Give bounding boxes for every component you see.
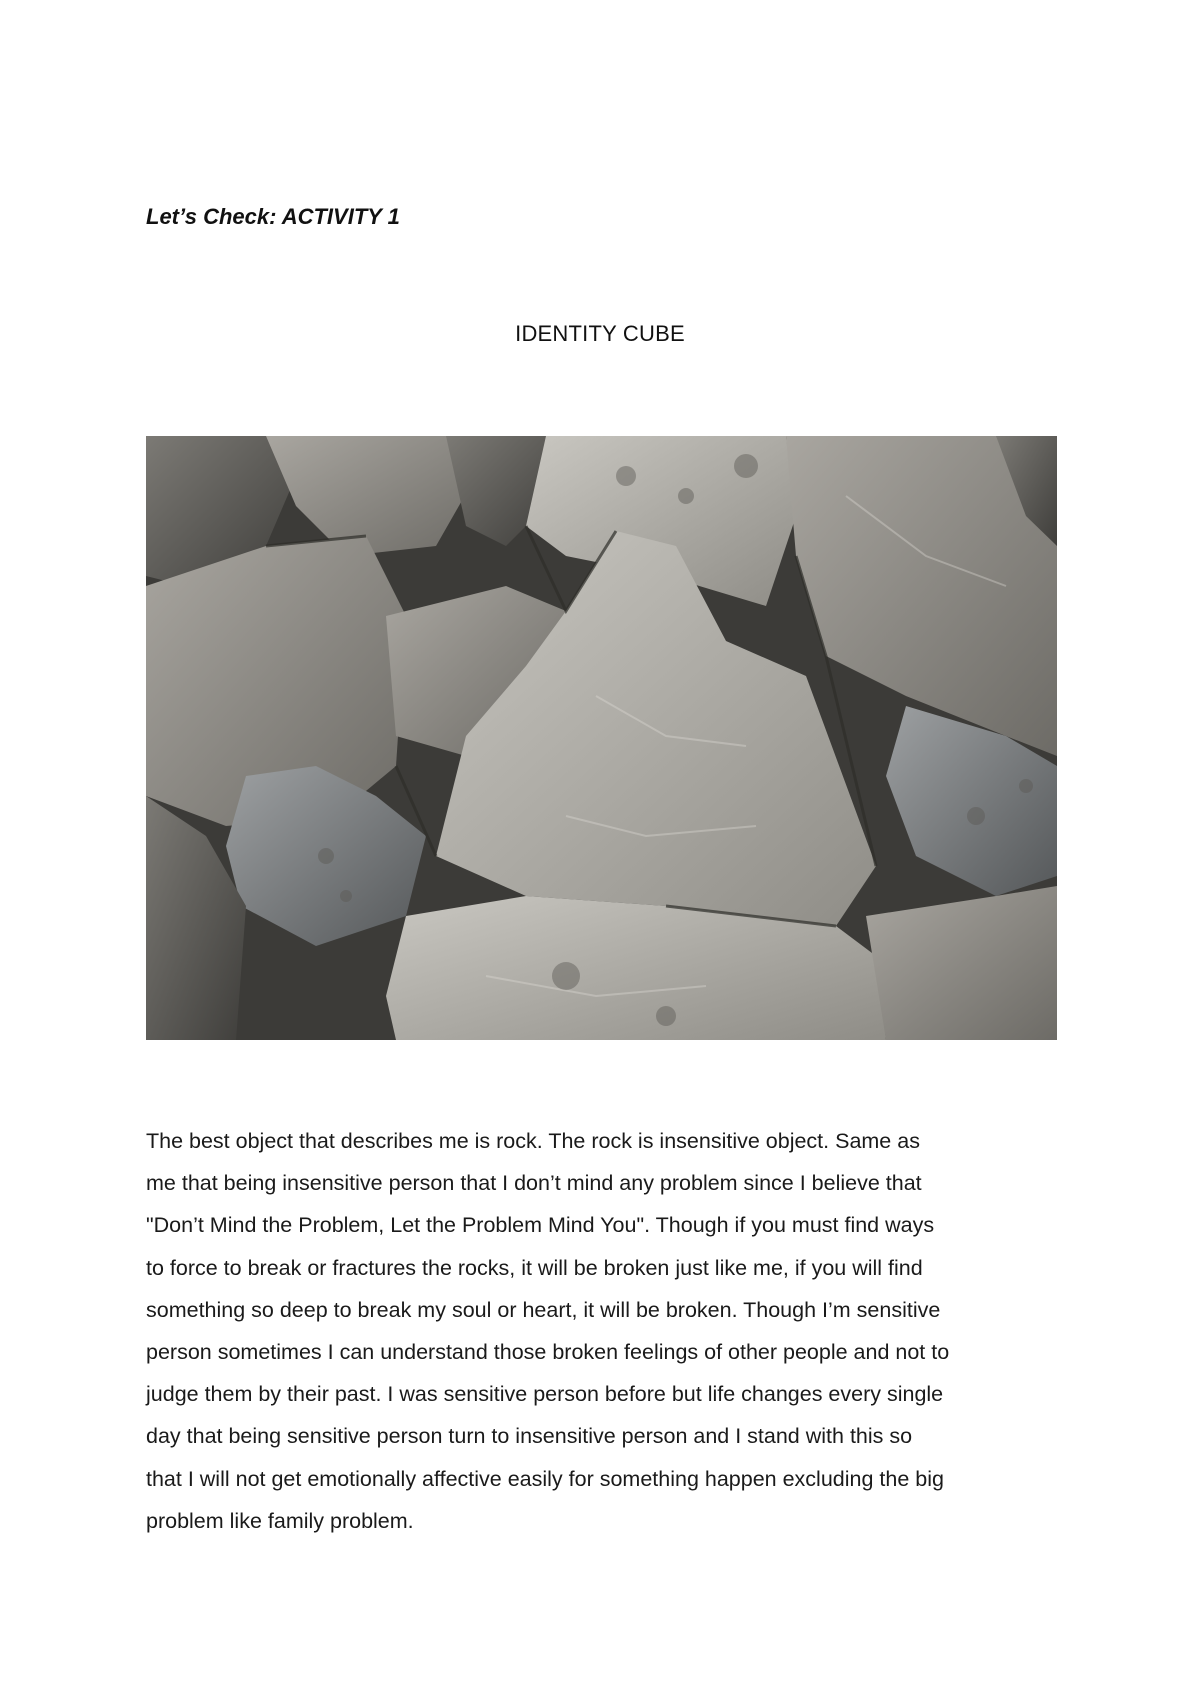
rocks-illustration	[146, 436, 1057, 1040]
document-title: IDENTITY CUBE	[515, 321, 685, 346]
paragraph-line: to force to break or fractures the rocks, it will be broken just like me, if you will find	[146, 1255, 923, 1280]
activity-heading: Let’s Check: ACTIVITY 1	[146, 204, 400, 229]
paragraph-line: "Don’t Mind the Problem, Let the Problem Mind You". Though if you must find ways	[146, 1213, 935, 1238]
paragraph-line: problem like family problem.	[146, 1508, 414, 1533]
paragraph-line: The best object that describes me is rock. The rock is insensitive object. Same as	[146, 1129, 920, 1153]
paragraph-line: something so deep to break my soul or heart, it will be broken. Though I’m sensitive	[146, 1297, 941, 1322]
rocks-photo	[146, 436, 1057, 1040]
paragraph-line: me that being insensitive person that I don’t mind any problem since I believe that	[146, 1171, 922, 1196]
paragraph-line: judge them by their past. I was sensitive person before but life changes every single	[146, 1382, 944, 1407]
paragraph-line: day that being sensitive person turn to insensitive person and I stand with this so	[146, 1424, 913, 1449]
paragraph-line: person sometimes I can understand those broken feelings of other people and not to	[146, 1340, 950, 1365]
description-paragraph	[146, 1120, 1066, 1542]
paragraph-line: that I will not get emotionally affective easily for something happen excluding the big	[146, 1466, 944, 1491]
